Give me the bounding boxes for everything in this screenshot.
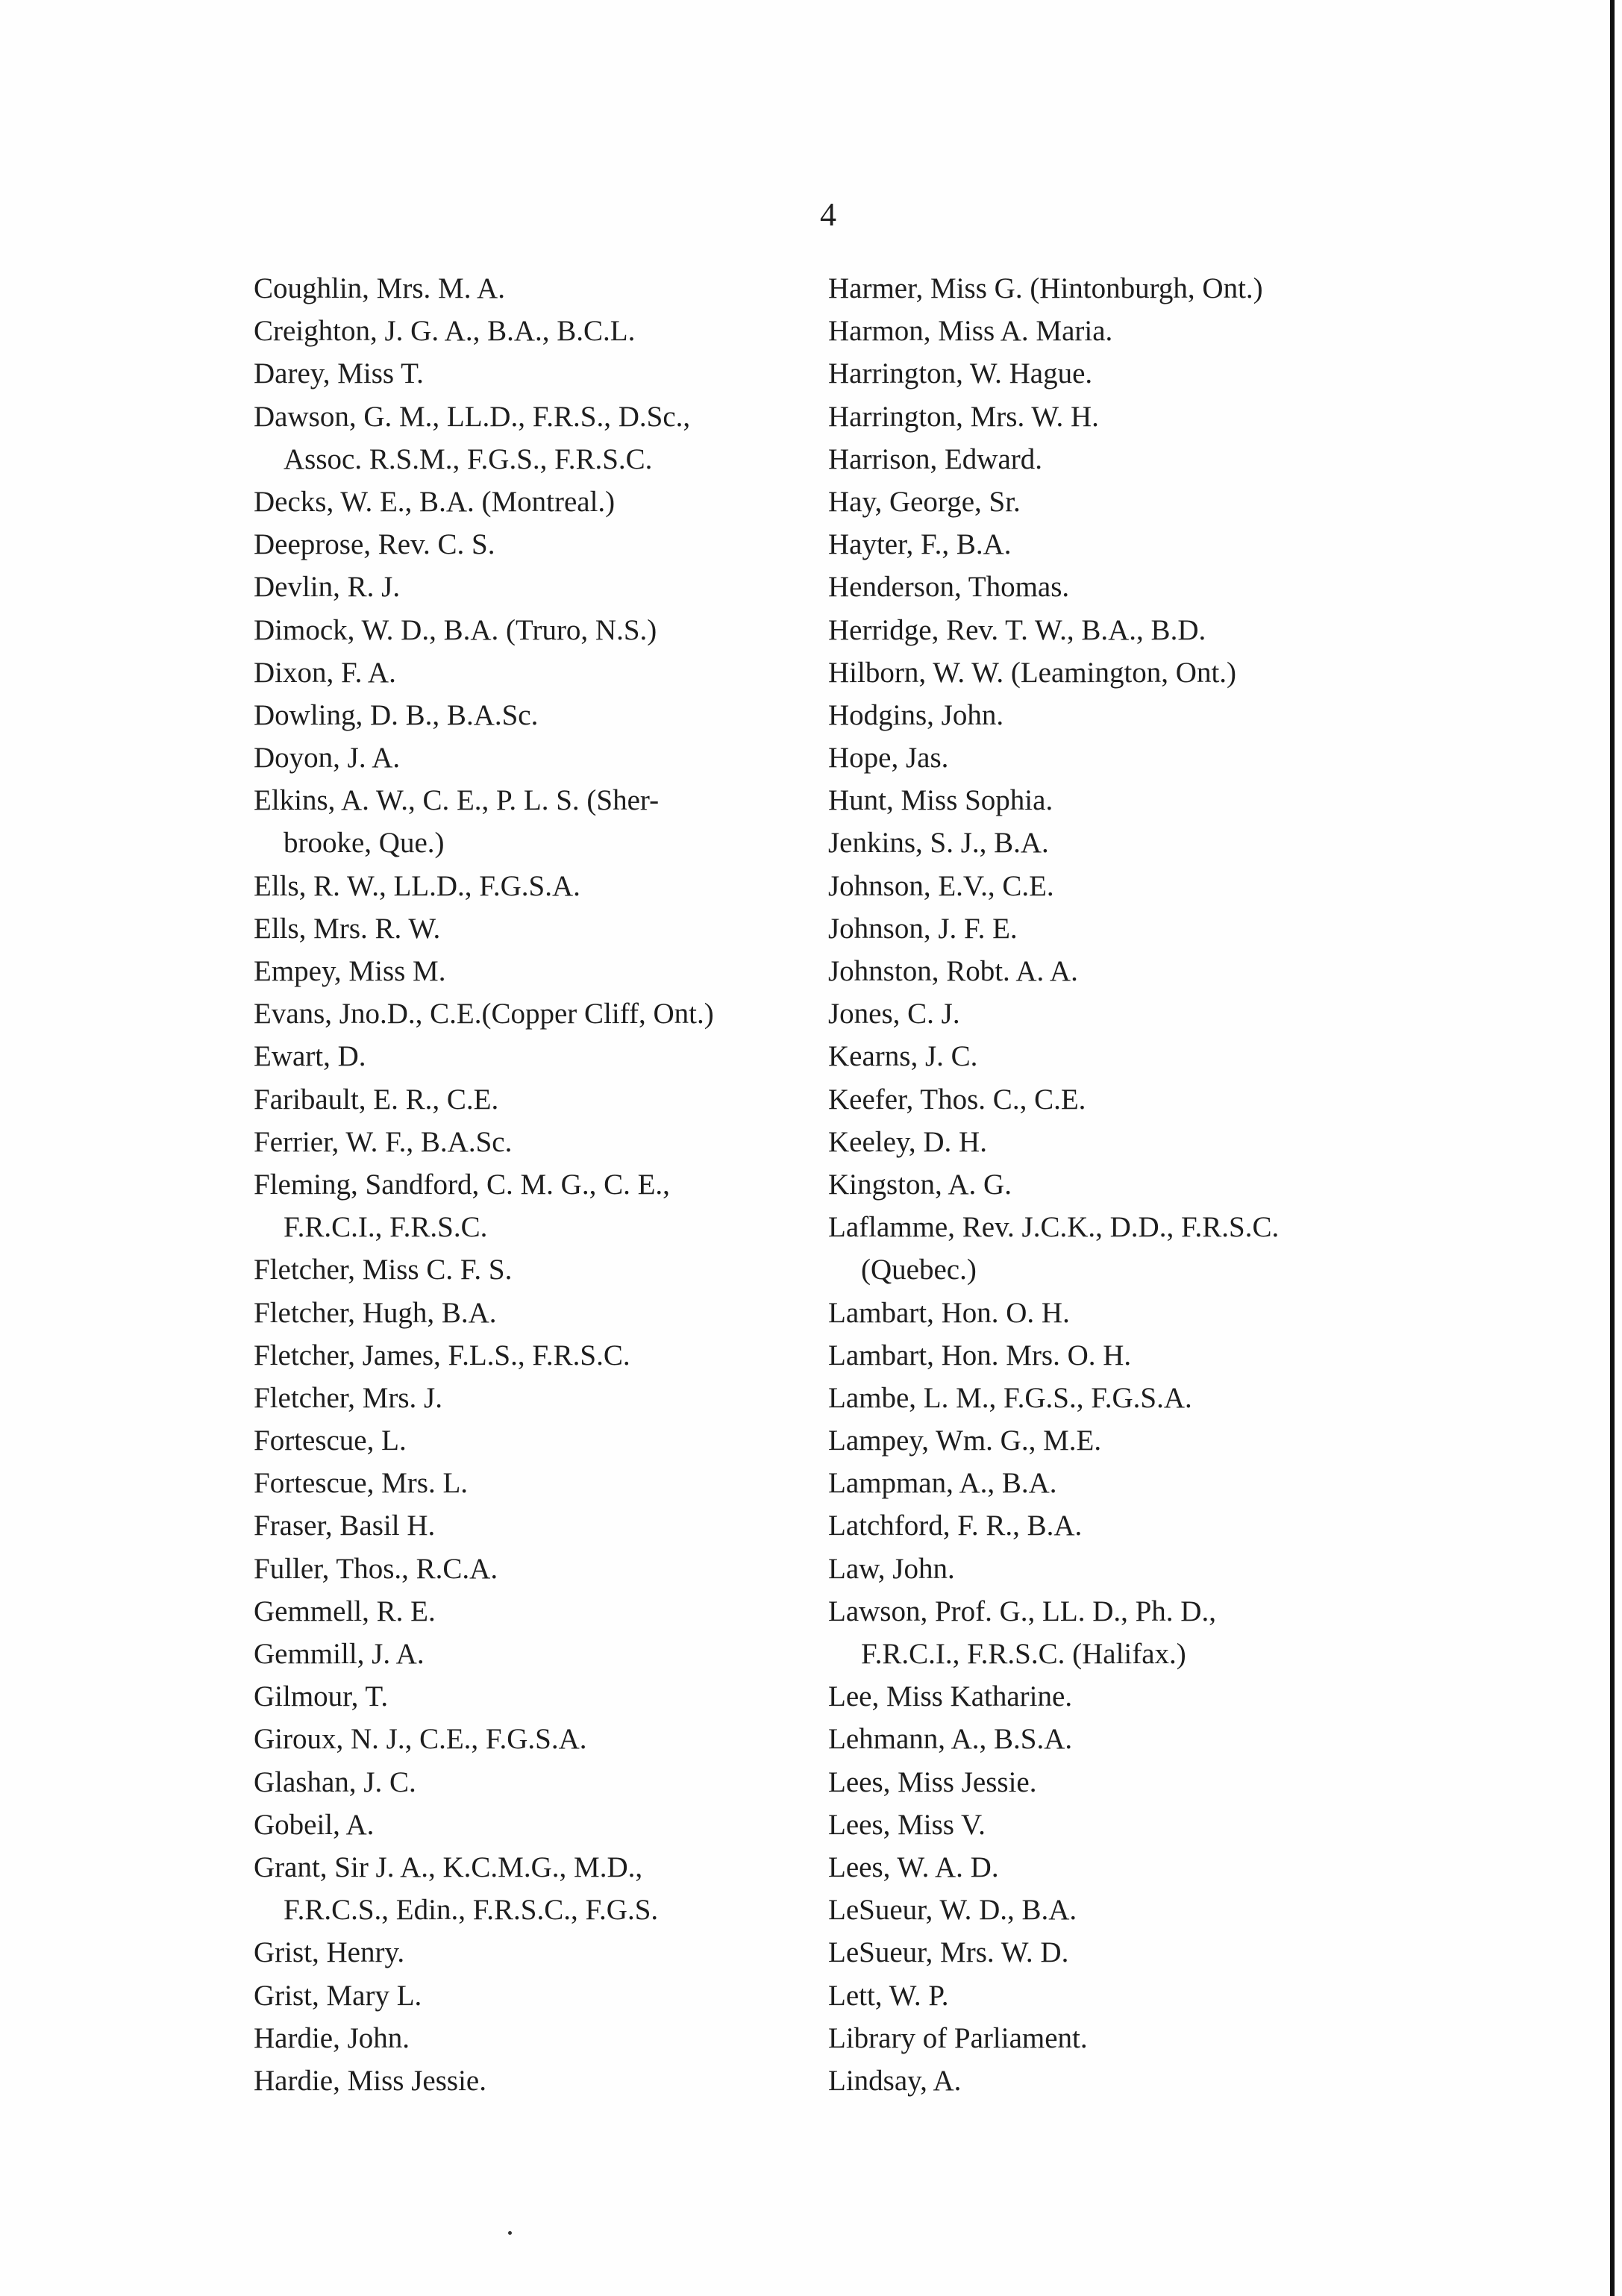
list-item: Kearns, J. C.: [828, 1040, 978, 1073]
list-item: Gemmill, J. A.: [254, 1638, 425, 1670]
list-item: Hilborn, W. W. (Leamington, Ont.): [828, 656, 1237, 689]
list-item: Lambart, Hon. O. H.: [828, 1296, 1070, 1329]
list-item: Giroux, N. J., C.E., F.G.S.A.: [254, 1723, 587, 1756]
page-number: 4: [820, 196, 836, 233]
list-item: Lindsay, A.: [828, 2064, 962, 2097]
list-item: Creighton, J. G. A., B.A., B.C.L.: [254, 315, 636, 348]
list-item: Hope, Jas.: [828, 742, 949, 775]
list-item: Johnson, E.V., C.E.: [828, 869, 1054, 902]
list-item: Fraser, Basil H.: [254, 1510, 436, 1542]
list-item: Faribault, E. R., C.E.: [254, 1083, 499, 1116]
list-item: F.R.C.I., F.R.S.C.: [284, 1211, 488, 1244]
ink-speck: [508, 2231, 512, 2235]
list-item: Laflamme, Rev. J.C.K., D.D., F.R.S.C.: [828, 1211, 1280, 1244]
list-item: Herridge, Rev. T. W., B.A., B.D.: [828, 613, 1206, 646]
right-column-list: [828, 267, 1395, 2102]
left-column-list: [254, 267, 821, 2102]
list-item: Hardie, Miss Jessie.: [254, 2064, 486, 2097]
list-item: Devlin, R. J.: [254, 571, 401, 604]
list-item: Grant, Sir J. A., K.C.M.G., M.D.,: [254, 1851, 643, 1883]
list-item: Henderson, Thomas.: [828, 571, 1070, 604]
list-item: Coughlin, Mrs. M. A.: [254, 272, 505, 304]
list-item: Keefer, Thos. C., C.E.: [828, 1083, 1086, 1116]
list-item: Dowling, D. B., B.A.Sc.: [254, 698, 539, 731]
page-spine-edge: [1610, 0, 1615, 2296]
list-item: Grist, Henry.: [254, 1936, 405, 1969]
list-item: Kingston, A. G.: [828, 1168, 1012, 1201]
list-item: Fletcher, Hugh, B.A.: [254, 1296, 497, 1329]
list-item: brooke, Que.): [284, 827, 445, 860]
list-item: F.R.C.S., Edin., F.R.S.C., F.G.S.: [284, 1894, 659, 1927]
list-item: Deeprose, Rev. C. S.: [254, 528, 495, 561]
list-item: Lee, Miss Katharine.: [828, 1680, 1073, 1713]
list-item: Evans, Jno.D., C.E.(Copper Cliff, Ont.): [254, 998, 714, 1030]
list-item: Johnson, J. F. E.: [828, 912, 1018, 945]
list-item: Lawson, Prof. G., LL. D., Ph. D.,: [828, 1595, 1216, 1627]
list-item: Dawson, G. M., LL.D., F.R.S., D.Sc.,: [254, 400, 691, 433]
list-item: Ewart, D.: [254, 1040, 366, 1073]
list-item: Dimock, W. D., B.A. (Truro, N.S.): [254, 613, 657, 646]
list-item: Ferrier, W. F., B.A.Sc.: [254, 1125, 513, 1158]
list-item: Law, John.: [828, 1552, 955, 1585]
list-item: Ells, R. W., LL.D., F.G.S.A.: [254, 869, 580, 902]
list-item: Doyon, J. A.: [254, 742, 401, 775]
list-item: Harmer, Miss G. (Hintonburgh, Ont.): [828, 272, 1263, 304]
list-item: Fletcher, Mrs. J.: [254, 1381, 442, 1414]
list-item: Ells, Mrs. R. W.: [254, 912, 441, 945]
list-item: Fuller, Thos., R.C.A.: [254, 1552, 498, 1585]
list-item: Harrison, Edward.: [828, 442, 1042, 475]
list-item: Lambart, Hon. Mrs. O. H.: [828, 1339, 1132, 1371]
list-item: Hayter, F., B.A.: [828, 528, 1012, 561]
list-item: Library of Parliament.: [828, 2021, 1088, 2054]
list-item: Darey, Miss T.: [254, 357, 424, 390]
list-item: LeSueur, W. D., B.A.: [828, 1894, 1077, 1927]
list-item: Empey, Miss M.: [254, 955, 446, 987]
list-item: Fletcher, Miss C. F. S.: [254, 1254, 513, 1286]
list-item: Hay, George, Sr.: [828, 485, 1021, 518]
list-item: Gobeil, A.: [254, 1808, 375, 1841]
list-item: Harrington, W. Hague.: [828, 357, 1093, 390]
list-item: Gemmell, R. E.: [254, 1595, 436, 1627]
list-item: Elkins, A. W., C. E., P. L. S. (Sher-: [254, 784, 660, 817]
list-item: Fleming, Sandford, C. M. G., C. E.,: [254, 1168, 670, 1201]
list-item: Hardie, John.: [254, 2021, 410, 2054]
list-item: Lees, W. A. D.: [828, 1851, 999, 1883]
list-item: Hunt, Miss Sophia.: [828, 784, 1053, 817]
list-item: Gilmour, T.: [254, 1680, 389, 1713]
list-item: Latchford, F. R., B.A.: [828, 1510, 1083, 1542]
list-item: Harrington, Mrs. W. H.: [828, 400, 1099, 433]
list-item: Harmon, Miss A. Maria.: [828, 315, 1113, 348]
list-item: Keeley, D. H.: [828, 1125, 987, 1158]
list-item: Jenkins, S. J., B.A.: [828, 827, 1049, 860]
list-item: Fortescue, Mrs. L.: [254, 1467, 469, 1500]
list-item: Lampey, Wm. G., M.E.: [828, 1424, 1102, 1457]
list-item: Lett, W. P.: [828, 1979, 949, 2012]
list-item: Grist, Mary L.: [254, 1979, 422, 2012]
list-item: Assoc. R.S.M., F.G.S., F.R.S.C.: [284, 442, 653, 475]
list-item: Dixon, F. A.: [254, 656, 396, 689]
list-item: Lees, Miss V.: [828, 1808, 986, 1841]
list-item: Fletcher, James, F.L.S., F.R.S.C.: [254, 1339, 630, 1371]
list-item: Decks, W. E., B.A. (Montreal.): [254, 485, 616, 518]
list-item: Lambe, L. M., F.G.S., F.G.S.A.: [828, 1381, 1192, 1414]
list-item: Fortescue, L.: [254, 1424, 407, 1457]
list-item: Lees, Miss Jessie.: [828, 1765, 1037, 1798]
list-item: Johnston, Robt. A. A.: [828, 955, 1078, 987]
list-item: Jones, C. J.: [828, 998, 960, 1030]
list-item: F.R.C.I., F.R.S.C. (Halifax.): [861, 1638, 1186, 1670]
list-item: Lehmann, A., B.S.A.: [828, 1723, 1073, 1756]
list-item: Glashan, J. C.: [254, 1765, 416, 1798]
list-item: Lampman, A., B.A.: [828, 1467, 1057, 1500]
list-item: Hodgins, John.: [828, 698, 1004, 731]
list-item: (Quebec.): [861, 1254, 977, 1286]
list-item: LeSueur, Mrs. W. D.: [828, 1936, 1069, 1969]
